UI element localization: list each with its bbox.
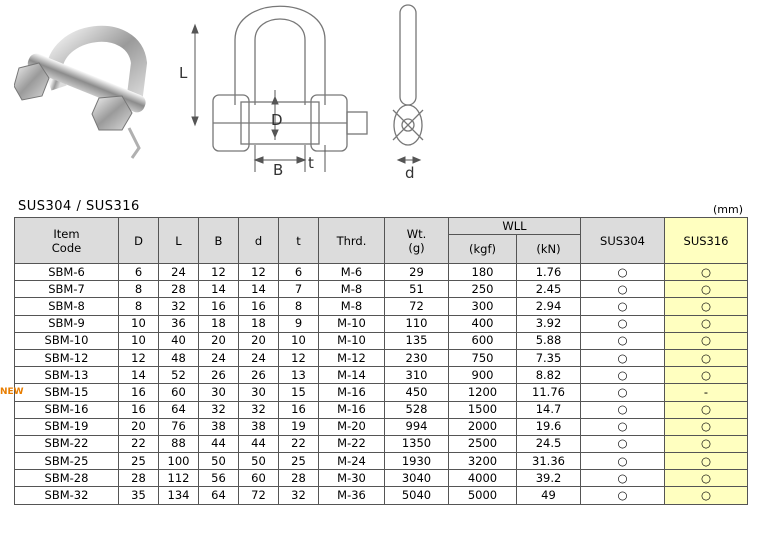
shackle-side-drawing [378,0,448,185]
cell-t: 22 [279,435,319,452]
cell-L: 64 [159,401,199,418]
cell-thrd: M-24 [319,453,385,470]
cell-B: 38 [199,418,239,435]
cell-s316: ○ [665,470,748,487]
cell-D: 16 [119,401,159,418]
cell-D: 6 [119,264,159,281]
cell-d: 50 [239,453,279,470]
label-B: B [273,161,284,179]
cell-s304: ○ [581,453,665,470]
cell-wt: 72 [385,298,449,315]
cell-s304: ○ [581,349,665,366]
cell-t: 16 [279,401,319,418]
cell-d: 38 [239,418,279,435]
cell-kgf: 180 [449,264,517,281]
cell-code: SBM-12 [15,349,119,366]
cell-code: SBM-25 [15,453,119,470]
cell-code: SBM-19 [15,418,119,435]
cell-wt: 450 [385,384,449,401]
cell-D: 12 [119,349,159,366]
cell-wt: 29 [385,264,449,281]
cell-thrd: M-10 [319,332,385,349]
cell-d: 26 [239,367,279,384]
cell-kgf: 900 [449,367,517,384]
cell-B: 64 [199,487,239,504]
cell-s316: ○ [665,487,748,504]
cell-kgf: 1200 [449,384,517,401]
cell-B: 12 [199,264,239,281]
cell-kn: 5.88 [517,332,581,349]
cell-wt: 3040 [385,470,449,487]
cell-t: 7 [279,281,319,298]
cell-L: 100 [159,453,199,470]
cell-s304: ○ [581,487,665,504]
cell-B: 32 [199,401,239,418]
label-L: L [179,64,188,82]
cell-L: 88 [159,435,199,452]
cell-s316: ○ [665,367,748,384]
cell-t: 19 [279,418,319,435]
cell-s316: ○ [665,435,748,452]
table-row [15,281,748,298]
cell-s304: ○ [581,470,665,487]
cell-s316: ○ [665,298,748,315]
cell-D: 25 [119,453,159,470]
cell-kgf: 3200 [449,453,517,470]
header-row [15,218,748,235]
cell-L: 28 [159,281,199,298]
cell-s304: ○ [581,315,665,332]
table-row [15,401,748,418]
cell-s316: ○ [665,401,748,418]
header-L: L [159,218,199,264]
cell-L: 24 [159,264,199,281]
cell-kn: 11.76 [517,384,581,401]
cell-s304: ○ [581,281,665,298]
cell-L: 36 [159,315,199,332]
cell-d: 12 [239,264,279,281]
cell-kn: 39.2 [517,470,581,487]
cell-wt: 5040 [385,487,449,504]
cell-B: 44 [199,435,239,452]
cell-s304: ○ [581,384,665,401]
header-B: B [199,218,239,264]
cell-kn: 2.45 [517,281,581,298]
cell-kn: 19.6 [517,418,581,435]
cell-s316: ○ [665,418,748,435]
cell-thrd: M-22 [319,435,385,452]
cell-L: 40 [159,332,199,349]
cell-code: SBM-32 [15,487,119,504]
cell-code: SBM-28 [15,470,119,487]
cell-d: 72 [239,487,279,504]
cell-L: 52 [159,367,199,384]
cell-B: 50 [199,453,239,470]
header-wt: Wt. (g) [385,218,449,264]
cell-d: 32 [239,401,279,418]
cell-wt: 994 [385,418,449,435]
cell-kgf: 2000 [449,418,517,435]
label-d: d [405,164,415,182]
cell-d: 60 [239,470,279,487]
cell-thrd: M-20 [319,418,385,435]
cell-s316: ○ [665,281,748,298]
cell-s316: ○ [665,264,748,281]
cell-wt: 51 [385,281,449,298]
cell-D: 10 [119,315,159,332]
cell-code: SBM-22 [15,435,119,452]
new-badge: NEW [0,387,24,398]
cell-kgf: 4000 [449,470,517,487]
cell-code: SBM-16 [15,401,119,418]
cell-d: 30 [239,384,279,401]
cell-d: 18 [239,315,279,332]
cell-D: 8 [119,298,159,315]
cell-kgf: 2500 [449,435,517,452]
table-row [15,435,748,452]
cell-s316: ○ [665,453,748,470]
table-row [15,332,748,349]
header-item-code: Item Code [15,218,119,264]
cell-thrd: M-6 [319,264,385,281]
cell-kgf: 250 [449,281,517,298]
cell-s316: ○ [665,315,748,332]
table-row [15,384,748,401]
cell-code: SBM-15 NEW [15,384,119,401]
cell-code: SBM-13 [15,367,119,384]
cell-t: 13 [279,367,319,384]
cell-thrd: M-36 [319,487,385,504]
cell-thrd: M-16 [319,401,385,418]
cell-D: 14 [119,367,159,384]
cell-D: 35 [119,487,159,504]
header-wll: WLL [449,218,581,235]
cell-wt: 230 [385,349,449,366]
cell-B: 18 [199,315,239,332]
cell-D: 10 [119,332,159,349]
cell-kgf: 5000 [449,487,517,504]
cell-D: 20 [119,418,159,435]
cell-thrd: M-8 [319,298,385,315]
cell-d: 16 [239,298,279,315]
cell-t: 10 [279,332,319,349]
cell-B: 26 [199,367,239,384]
cell-kgf: 600 [449,332,517,349]
cell-d: 44 [239,435,279,452]
cell-code: SBM-8 [15,298,119,315]
cell-code: SBM-10 [15,332,119,349]
cell-s316: - [665,384,748,401]
cell-d: 14 [239,281,279,298]
cell-t: 6 [279,264,319,281]
cell-kgf: 1500 [449,401,517,418]
header-sus304: SUS304 [581,218,665,264]
spec-table [0,217,748,505]
cell-wt: 1930 [385,453,449,470]
cell-thrd: M-16 [319,384,385,401]
table-row [15,264,748,281]
cell-L: 32 [159,298,199,315]
cell-t: 15 [279,384,319,401]
table-row [15,418,748,435]
cell-kn: 49 [517,487,581,504]
table-row [15,453,748,470]
cell-D: 8 [119,281,159,298]
cell-B: 30 [199,384,239,401]
cell-wt: 110 [385,315,449,332]
label-t: t [308,154,314,172]
cell-t: 8 [279,298,319,315]
cell-kgf: 400 [449,315,517,332]
cell-kgf: 750 [449,349,517,366]
cell-s304: ○ [581,332,665,349]
cell-kn: 31.36 [517,453,581,470]
table-row [15,315,748,332]
table-row [15,487,748,504]
cell-s304: ○ [581,418,665,435]
cell-B: 20 [199,332,239,349]
cell-code: SBM-7 [15,281,119,298]
unit-note: (mm) [712,203,743,216]
table-row [15,349,748,366]
header-kn: (kN) [517,235,581,264]
cell-B: 16 [199,298,239,315]
cell-kn: 8.82 [517,367,581,384]
cell-thrd: M-14 [319,367,385,384]
cell-s316: ○ [665,332,748,349]
cell-kn: 1.76 [517,264,581,281]
cell-wt: 1350 [385,435,449,452]
cell-L: 60 [159,384,199,401]
cell-t: 25 [279,453,319,470]
cell-B: 56 [199,470,239,487]
cell-t: 9 [279,315,319,332]
header-sus316: SUS316 [665,218,748,264]
cell-s304: ○ [581,264,665,281]
cell-D: 16 [119,384,159,401]
header-D: D [119,218,159,264]
cell-thrd: M-8 [319,281,385,298]
cell-wt: 528 [385,401,449,418]
cell-L: 76 [159,418,199,435]
cell-L: 48 [159,349,199,366]
cell-s304: ○ [581,401,665,418]
label-D: D [271,111,283,129]
cell-D: 28 [119,470,159,487]
cell-t: 28 [279,470,319,487]
cell-B: 14 [199,281,239,298]
cell-d: 20 [239,332,279,349]
cell-code: SBM-6 [15,264,119,281]
material-title: SUS304 / SUS316 [18,199,140,214]
cell-kn: 14.7 [517,401,581,418]
cell-kgf: 300 [449,298,517,315]
cell-d: 24 [239,349,279,366]
cell-thrd: M-12 [319,349,385,366]
cell-L: 112 [159,470,199,487]
cell-code: SBM-9 [15,315,119,332]
header-t: t [279,218,319,264]
cell-t: 12 [279,349,319,366]
cell-kn: 24.5 [517,435,581,452]
cell-kn: 7.35 [517,349,581,366]
cell-B: 24 [199,349,239,366]
cell-D: 22 [119,435,159,452]
cell-s304: ○ [581,298,665,315]
cell-L: 134 [159,487,199,504]
cell-t: 32 [279,487,319,504]
cell-thrd: M-10 [319,315,385,332]
table-row [15,367,748,384]
cell-thrd: M-30 [319,470,385,487]
cell-wt: 135 [385,332,449,349]
table-row [15,298,748,315]
cell-kn: 2.94 [517,298,581,315]
header-d: d [239,218,279,264]
table-row [15,470,748,487]
header-thrd: Thrd. [319,218,385,264]
cell-wt: 310 [385,367,449,384]
cell-s304: ○ [581,435,665,452]
cell-s304: ○ [581,367,665,384]
header-kgf: (kgf) [449,235,517,264]
cell-s316: ○ [665,349,748,366]
cell-kn: 3.92 [517,315,581,332]
shackle-photo [14,18,164,168]
